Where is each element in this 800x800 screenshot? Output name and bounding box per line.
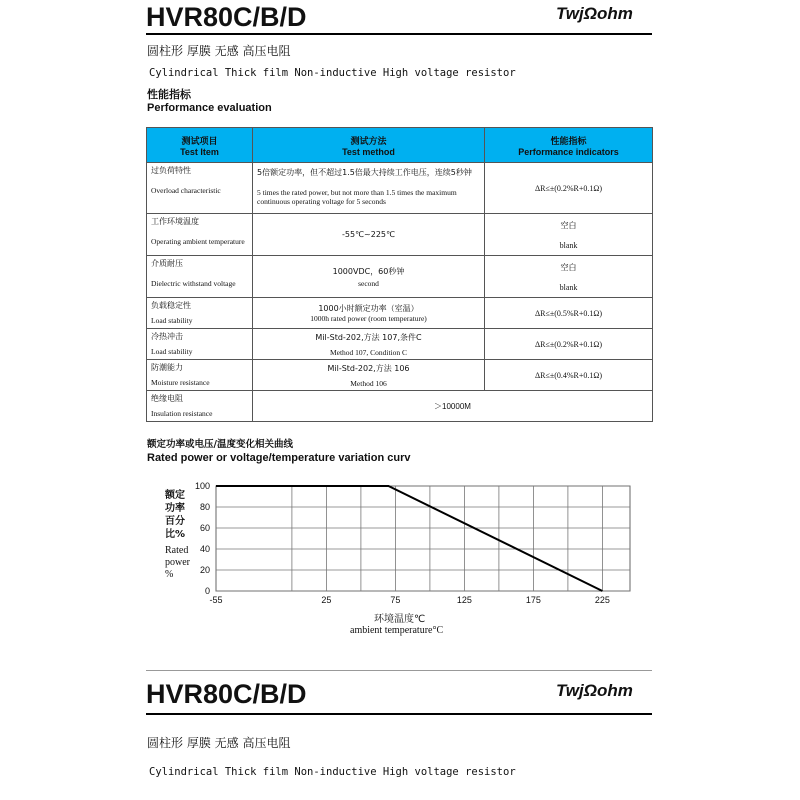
brand-logo: TwjΩohm <box>556 4 633 23</box>
method-cell: ＞10000M <box>253 391 653 422</box>
subtitle-cn: 圆柱形 厚膜 无感 高压电阻 <box>147 44 291 58</box>
subtitle-en: Cylindrical Thick film Non-inductive High voltage resistor <box>149 67 516 79</box>
chart-ticks <box>195 481 610 605</box>
perf-cell: ΔR≤±(0.5%R+0.1Ω) <box>485 298 653 329</box>
y-tick-label: 100 <box>194 481 210 491</box>
y-axis-label-cn: 额定 功率 百分 比% <box>165 490 186 540</box>
item-cell: 工作环境温度 Operating ambient temperature <box>147 214 253 256</box>
item-cell: 介质耐压 Dielectric withstand voltage <box>147 256 253 298</box>
x-tick-label: -55 <box>209 595 223 605</box>
item-cell: 冷热冲击 Load stability <box>147 329 253 360</box>
header-test-item: 测试项目 Test Item <box>147 128 253 163</box>
footer-title: HVR80C/B/D <box>146 679 307 709</box>
header-performance: 性能指标 Performance indicators <box>485 128 653 163</box>
chart-title-cn: 额定功率或电压/温度变化相关曲线 <box>147 439 293 450</box>
y-tick-label: 20 <box>199 565 210 575</box>
x-tick-label: 225 <box>594 595 610 605</box>
y-tick-label: 0 <box>204 586 210 596</box>
y-tick-label: 80 <box>199 502 210 512</box>
item-cell: 防潮能力 Moisture resistance <box>147 360 253 391</box>
method-cell: 1000VDC，60秒钟 second <box>253 256 485 298</box>
perf-cell: 空白 blank <box>485 214 653 256</box>
method-cell: 5倍额定功率，但不超过1.5倍最大持续工作电压，连续5秒钟 5 times the rated power, but not more than 1.5 times the maximum continuous operating voltage for 5 seconds <box>253 163 485 214</box>
section-title-cn: 性能指标 <box>147 88 191 101</box>
method-cell: 1000小时额定功率（室温） 1000h rated power (room temperature) <box>253 298 485 329</box>
y-axis-label-en: Rated power % <box>165 545 190 580</box>
item-cell: 绝缘电阻 Insulation resistance <box>147 391 253 422</box>
y-tick-label: 60 <box>199 523 210 533</box>
perf-cell: ΔR≤±(0.2%R+0.1Ω) <box>485 163 653 214</box>
derating-curve <box>216 486 602 591</box>
item-cell: 过负荷特性 Overload characteristic <box>147 163 253 214</box>
section-title-en: Performance evaluation <box>147 102 272 114</box>
method-cell: Mil-Std-202,方法 107,条件C Method 107, Condition C <box>253 329 485 360</box>
x-tick-label: 25 <box>321 595 332 605</box>
perf-cell: 空白 blank <box>485 256 653 298</box>
perf-cell: ΔR≤±(0.4%R+0.1Ω) <box>485 360 653 391</box>
page-title: HVR80C/B/D <box>146 2 307 32</box>
chart-grid <box>216 486 630 591</box>
perf-cell: ΔR≤±(0.2%R+0.1Ω) <box>485 329 653 360</box>
item-cell: 负载稳定性 Load stability <box>147 298 253 329</box>
footer-subtitle-cn: 圆柱形 厚膜 无感 高压电阻 <box>147 736 291 750</box>
x-axis-label-en: ambient temperature°C <box>350 625 444 636</box>
x-tick-label: 75 <box>390 595 401 605</box>
chart-title-en: Rated power or voltage/temperature variation curv <box>147 452 411 464</box>
footer-subtitle-en: Cylindrical Thick film Non-inductive High voltage resistor <box>149 766 516 778</box>
method-cell: Mil-Std-202,方法 106 Method 106 <box>253 360 485 391</box>
x-tick-label: 125 <box>456 595 472 605</box>
x-axis-label-cn: 环境温度℃ <box>374 614 426 625</box>
y-tick-label: 40 <box>199 544 210 554</box>
footer-divider <box>146 713 652 715</box>
page-separator <box>146 670 652 671</box>
method-cell: -55℃~225℃ <box>253 214 485 256</box>
x-tick-label: 175 <box>525 595 541 605</box>
footer-brand-logo: TwjΩohm <box>556 681 633 700</box>
chart-series <box>216 486 602 591</box>
header-test-method: 测试方法 Test method <box>253 128 485 163</box>
